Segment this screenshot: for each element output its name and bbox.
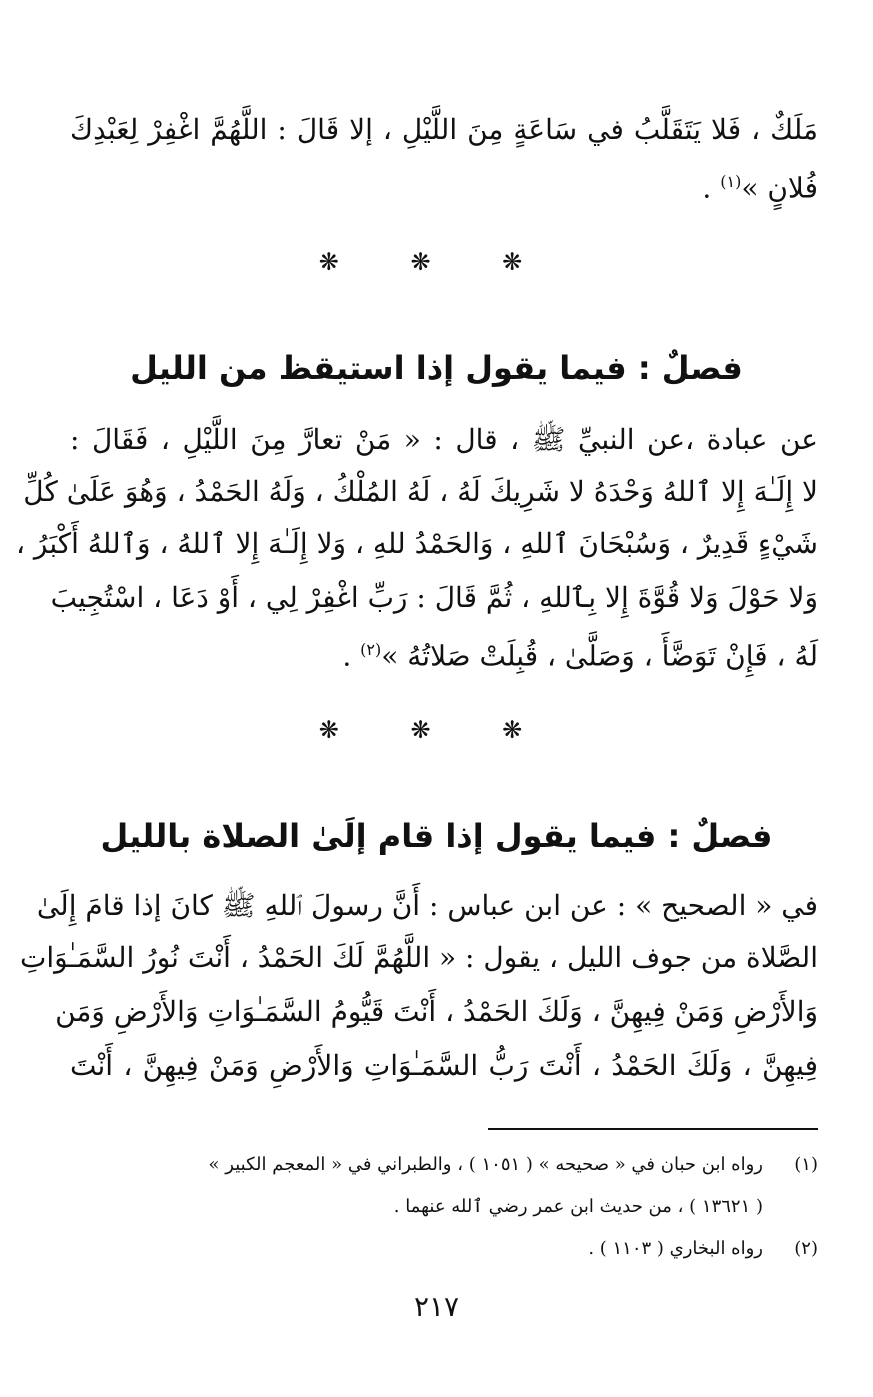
section-1-line-2: لا إِلَـٰهَ إِلا ٱللهُ وَحْدَهُ لا شَرِيكَ لَهُ ، لَهُ المُلْكُ ، وَلَهُ الحَمْدُ ، وَهُوَ عَلَىٰ كُلِّ — [23, 475, 818, 508]
intro-line-1: مَلَكٌ ، فَلا يَتَقَلَّبُ في سَاعَةٍ مِنَ اللَّيْلِ ، إلا قَالَ : اللَّهُمَّ اغْفِرْ لِعَبْدِكَ — [70, 113, 818, 146]
section-1-line-3: شَيْءٍ قَدِيرٌ ، وَسُبْحَانَ ٱللهِ ، وَالحَمْدُ للهِ ، وَلا إِلَـٰهَ إِلا ٱللهُ ، وَٱللهُ أَكْبَرُ ، — [15, 527, 818, 560]
footnote-divider — [488, 1128, 818, 1130]
section-1-line-4: وَلا حَوْلَ وَلا قُوَّةَ إِلا بِٱللهِ ، ثُمَّ قَالَ : رَبِّ اغْفِرْ لِي ، أَوْ دَعَا ، اسْتُجِيبَ — [50, 581, 818, 614]
footnote-2-text: رواه البخاري ( ١١٠٣ ) . — [588, 1238, 763, 1259]
intro-line-2-text: فُلانٍ » — [741, 171, 818, 205]
footnote-2-number: (٢) — [794, 1238, 818, 1259]
section-2-line-4: فِيهِنَّ ، وَلَكَ الحَمْدُ ، أَنْتَ رَبُّ السَّمَـٰوَاتِ وَالأَرْضِ وَمَنْ فِيهِنَّ ، أَنْتَ — [70, 1049, 818, 1082]
footnote-2 — [55, 1234, 818, 1264]
section-1-line-5 — [70, 628, 818, 678]
section-2-line-3: وَالأَرْضِ وَمَنْ فِيهِنَّ ، وَلَكَ الحَمْدُ ، أَنْتَ قَيُّومُ السَّمَـٰوَاتِ وَالأَرْضِ وَمَن — [55, 995, 818, 1028]
footnote-1 — [55, 1150, 818, 1180]
section-1-line-5-text: لَهُ ، فَإِنْ تَوَضَّأَ ، وَصَلَّىٰ ، قُبِلَتْ صَلاتُهُ » — [381, 639, 818, 673]
section-2-title: فصلٌ : فيما يقول إذا قام إلَىٰ الصلاة بالليل — [100, 817, 773, 855]
intro-line-2-end: . — [702, 171, 721, 205]
footnote-1-number: (١) — [794, 1154, 818, 1175]
page-number: ٢١٧ — [413, 1290, 460, 1323]
section-2-line-1: في « الصحيح » : عن ابن عباس : أَنَّ رسولَ ٱللهِ ﷺ كانَ إذا قامَ إِلَىٰ — [36, 889, 818, 922]
footnote-ref-1[interactable]: (١) — [720, 172, 742, 191]
section-1-title: فصلٌ : فيما يقول إذا استيقظ من الليل — [130, 349, 743, 387]
section-1-line-1: عن عبادة ،عن النبيِّ ﷺ ، قال : « مَنْ تعارَّ مِنَ اللَّيْلِ ، فَقَالَ : — [70, 423, 818, 456]
footnote-ref-2[interactable]: (٢) — [360, 640, 382, 659]
section-2-line-2: الصَّلاة من جوف الليل ، يقول : « اللَّهُمَّ لَكَ الحَمْدُ ، أَنْتَ نُورُ السَّمَـٰوَاتِ — [20, 941, 818, 974]
intro-line-2 — [70, 160, 818, 210]
footnote-1-continued: ( ١٣٦٢١ ) ، من حديث ابن عمر رضي ٱلله عنهما . — [393, 1196, 763, 1217]
section-1-line-5-end: . — [342, 639, 361, 673]
separator-stars-1: ❋ ❋ ❋ — [318, 248, 555, 276]
separator-stars-2: ❋ ❋ ❋ — [318, 716, 555, 744]
footnote-1-text: رواه ابن حبان في « صحيحه » ( ١٠٥١ ) ، والطبراني في « المعجم الكبير » — [208, 1154, 763, 1175]
